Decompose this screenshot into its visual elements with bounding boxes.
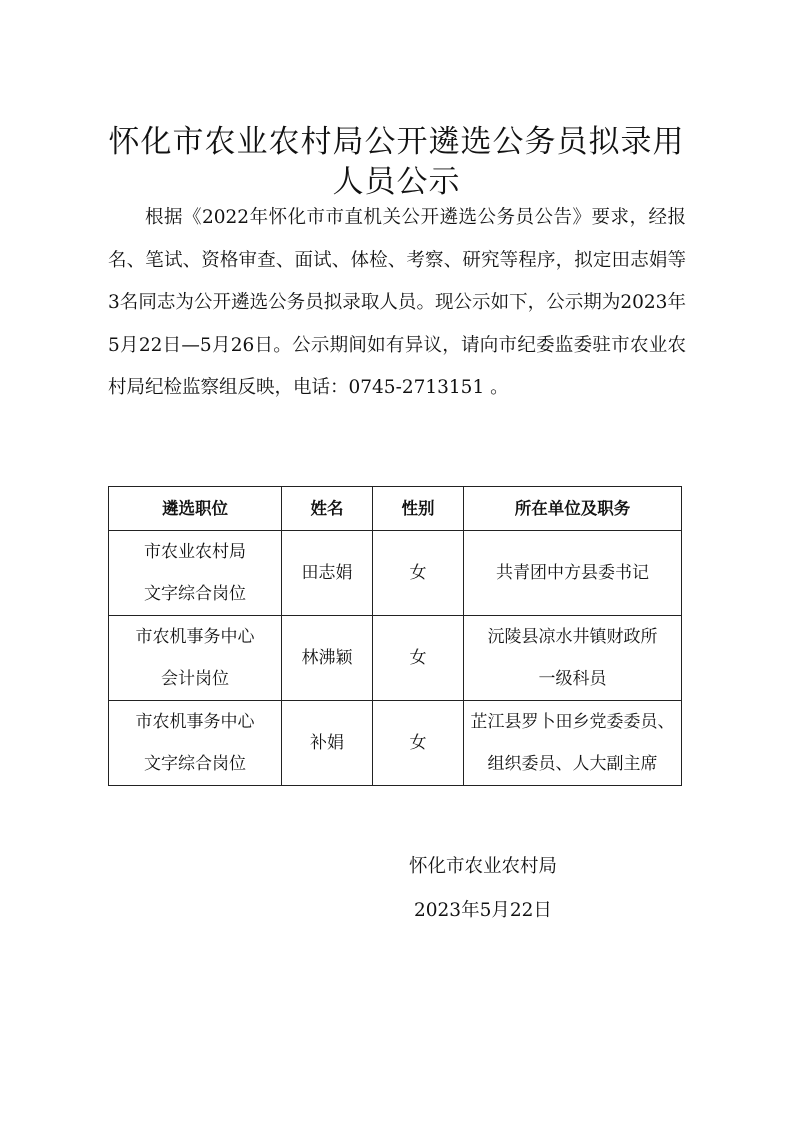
table-row (109, 531, 682, 616)
unit-line: 共青团中方县委书记 (496, 563, 649, 583)
cell-position (109, 616, 282, 701)
notice-paragraph: 根据《2022年怀化市市直机关公开遴选公务员公告》要求，经报名、笔试、资格审查、面试、体检、考察、研究等程序，拟定田志娟等3名同志为公开遴选公务员拟录取人员。现公示如下，公示期为2023年5月22日—5月26日。公示期间如有异议，请向市纪委监委驻市农业农村局纪检监察组反映，电话：0745-2713151 。 (108, 207, 686, 398)
cell-name: 田志娟 (282, 531, 373, 616)
position-line: 文字综合岗位 (144, 754, 246, 774)
cell-position (109, 531, 282, 616)
unit-line: 沅陵县凉水井镇财政所 (487, 627, 658, 647)
cell-unit (464, 531, 682, 616)
header-gender: 性别 (373, 487, 464, 531)
page-title-line-1: 怀化市农业农村局公开遴选公务员拟录用 (108, 123, 685, 160)
unit-line: 一级科员 (538, 669, 607, 689)
table-row (109, 616, 682, 701)
position-line: 会计岗位 (161, 669, 229, 689)
cell-gender: 女 (373, 531, 464, 616)
signature-date: 2023年5月22日 (414, 900, 552, 921)
cell-position (109, 701, 282, 786)
signature-org: 怀化市农业农村局 (409, 856, 558, 877)
cell-unit (464, 616, 682, 701)
header-name: 姓名 (282, 487, 373, 531)
position-line: 文字综合岗位 (144, 584, 246, 604)
unit-line: 芷江县罗卜田乡党委委员、 (470, 712, 675, 732)
unit-line: 组织委员、人大副主席 (487, 754, 658, 774)
notice-body (108, 197, 686, 410)
cell-unit (464, 701, 682, 786)
position-line: 市农业农村局 (144, 542, 246, 562)
header-unit: 所在单位及职务 (464, 487, 682, 531)
cell-name: 补娟 (282, 701, 373, 786)
candidate-table (108, 486, 682, 786)
header-position: 遴选职位 (109, 487, 282, 531)
cell-gender: 女 (373, 701, 464, 786)
table-row (109, 701, 682, 786)
position-line: 市农机事务中心 (135, 627, 255, 647)
position-line: 市农机事务中心 (135, 712, 255, 732)
cell-name: 林沸颖 (282, 616, 373, 701)
cell-gender: 女 (373, 616, 464, 701)
table-header-row (109, 487, 682, 531)
page-title-line-2: 人员公示 (332, 163, 461, 200)
